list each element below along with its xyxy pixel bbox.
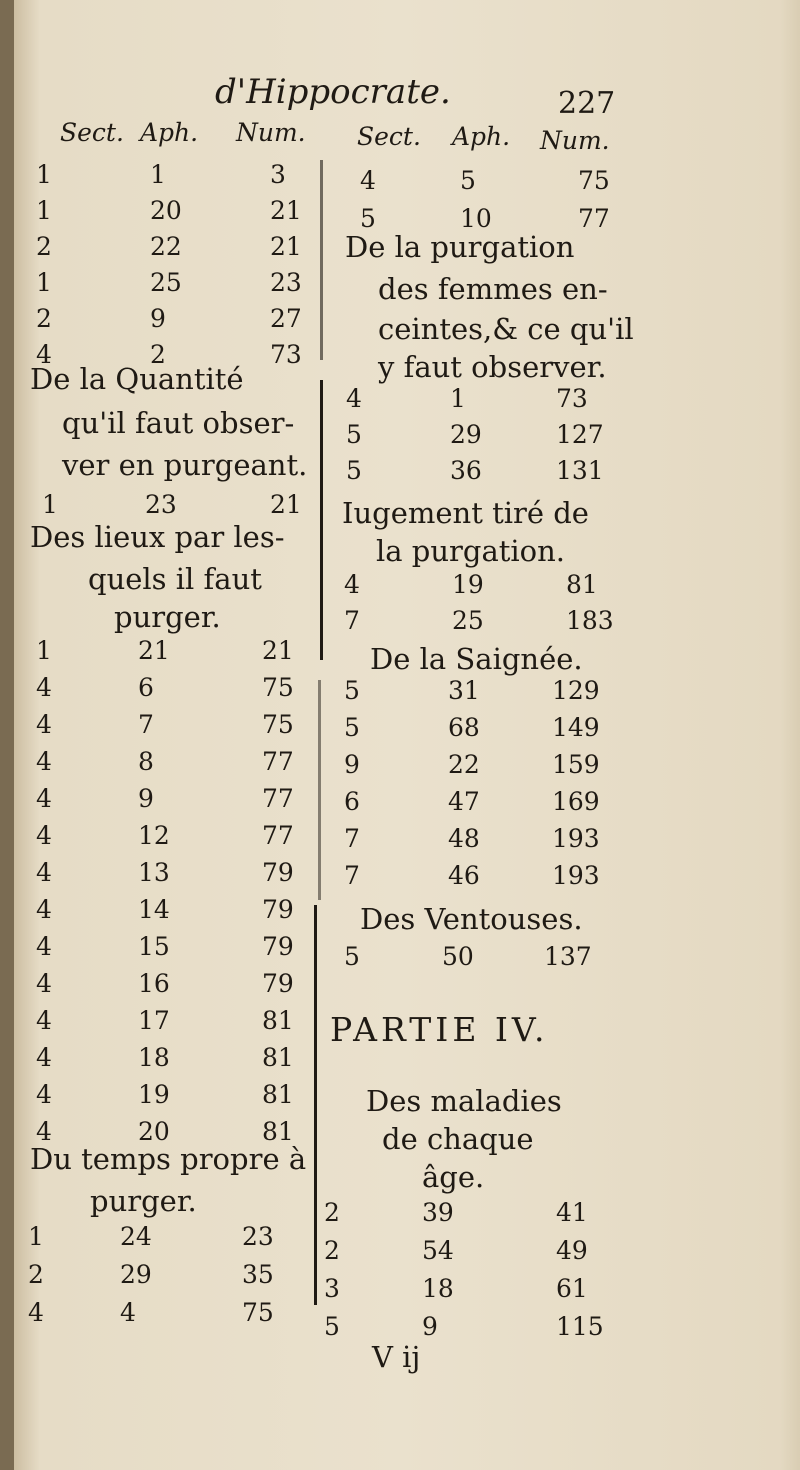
heading-temps-line1: Du temps propre à — [30, 1142, 307, 1176]
sect-cell: 4 — [36, 932, 52, 961]
sect-cell: 1 — [36, 160, 52, 189]
col-header-sect: Sect. — [60, 118, 124, 147]
sect-cell: 4 — [344, 570, 360, 599]
sect-cell: 4 — [36, 1006, 52, 1035]
running-header: d'Hippocrate. — [215, 72, 451, 112]
num-cell: 73 — [556, 384, 588, 413]
aph-cell: 14 — [138, 895, 170, 924]
num-cell: 115 — [556, 1312, 604, 1341]
aph-cell: 19 — [452, 570, 484, 599]
heading-saignee: De la Saignée. — [370, 642, 583, 676]
num-cell: 149 — [552, 713, 600, 742]
num-cell: 35 — [242, 1260, 274, 1289]
num-cell: 75 — [242, 1298, 274, 1327]
num-cell: 193 — [552, 861, 600, 890]
aph-cell: 36 — [450, 456, 482, 485]
aph-cell: 9 — [422, 1312, 438, 1341]
heading-lieux-line2: quels il faut — [88, 562, 262, 596]
aph-cell: 21 — [138, 636, 170, 665]
sect-cell: 7 — [344, 861, 360, 890]
partie-title: PARTIE IV. — [330, 1010, 549, 1049]
num-cell: 77 — [262, 747, 294, 776]
col-header-aph: Aph. — [140, 118, 199, 147]
aph-cell: 19 — [138, 1080, 170, 1109]
num-cell: 21 — [270, 490, 302, 519]
num-cell: 77 — [578, 204, 610, 233]
num-cell: 79 — [262, 969, 294, 998]
aph-cell: 48 — [448, 824, 480, 853]
num-cell: 41 — [556, 1198, 588, 1227]
sect-cell: 4 — [36, 673, 52, 702]
aph-cell: 25 — [452, 606, 484, 635]
sect-cell: 5 — [346, 420, 362, 449]
aph-cell: 15 — [138, 932, 170, 961]
book-spine — [0, 0, 14, 1470]
sect-cell: 3 — [324, 1274, 340, 1303]
heading-quantite-line2: qu'il faut obser- — [62, 406, 295, 440]
aph-cell: 24 — [120, 1222, 152, 1251]
sect-cell: 4 — [36, 1043, 52, 1072]
num-cell: 81 — [262, 1117, 294, 1146]
heading-femmes-line2: des femmes en- — [378, 272, 608, 306]
num-cell: 79 — [262, 932, 294, 961]
num-cell: 77 — [262, 821, 294, 850]
sect-cell: 4 — [36, 784, 52, 813]
aph-cell: 8 — [138, 747, 154, 776]
num-cell: 73 — [270, 340, 302, 369]
sect-cell: 2 — [324, 1236, 340, 1265]
sect-cell: 4 — [28, 1298, 44, 1327]
num-cell: 3 — [270, 160, 286, 189]
aph-cell: 18 — [138, 1043, 170, 1072]
sect-cell: 7 — [344, 824, 360, 853]
num-cell: 81 — [262, 1006, 294, 1035]
aph-cell: 12 — [138, 821, 170, 850]
num-cell: 23 — [242, 1222, 274, 1251]
num-cell: 81 — [262, 1080, 294, 1109]
heading-femmes-line3: ceintes,& ce qu'il — [378, 312, 634, 346]
num-cell: 77 — [262, 784, 294, 813]
sect-cell: 4 — [36, 858, 52, 887]
heading-temps-line2: purger. — [90, 1184, 197, 1218]
signature-mark: V ij — [372, 1340, 421, 1374]
sect-cell: 2 — [28, 1260, 44, 1289]
heading-lieux-line1: Des lieux par les- — [30, 520, 285, 554]
aph-cell: 5 — [460, 166, 476, 195]
heading-maladies-line1: Des maladies — [366, 1084, 562, 1118]
aph-cell: 54 — [422, 1236, 454, 1265]
aph-cell: 1 — [450, 384, 466, 413]
heading-jugement-line2: la purgation. — [376, 534, 566, 568]
sect-cell: 4 — [36, 1080, 52, 1109]
column-rule — [314, 905, 317, 1305]
num-cell: 79 — [262, 895, 294, 924]
col-header-num: Num. — [236, 118, 306, 147]
num-cell: 75 — [578, 166, 610, 195]
num-cell: 61 — [556, 1274, 588, 1303]
aph-cell: 1 — [150, 160, 166, 189]
aph-cell: 50 — [442, 942, 474, 971]
num-cell: 81 — [566, 570, 598, 599]
aph-cell: 39 — [422, 1198, 454, 1227]
sect-cell: 1 — [36, 196, 52, 225]
heading-maladies-line3: âge. — [422, 1160, 485, 1194]
aph-cell: 6 — [138, 673, 154, 702]
num-cell: 183 — [566, 606, 614, 635]
num-cell: 21 — [270, 196, 302, 225]
num-cell: 127 — [556, 420, 604, 449]
aph-cell: 25 — [150, 268, 182, 297]
sect-cell: 2 — [324, 1198, 340, 1227]
num-cell: 81 — [262, 1043, 294, 1072]
aph-cell: 2 — [150, 340, 166, 369]
sect-cell: 4 — [360, 166, 376, 195]
aph-cell: 13 — [138, 858, 170, 887]
page-number: 227 — [558, 86, 616, 121]
aph-cell: 10 — [460, 204, 492, 233]
aph-cell: 16 — [138, 969, 170, 998]
aph-cell: 22 — [150, 232, 182, 261]
heading-quantite-line1: De la Quantité — [30, 362, 244, 396]
sect-cell: 1 — [36, 636, 52, 665]
aph-cell: 17 — [138, 1006, 170, 1035]
sect-cell: 5 — [344, 713, 360, 742]
sect-cell: 5 — [346, 456, 362, 485]
heading-ventouses: Des Ventouses. — [360, 902, 583, 936]
num-cell: 79 — [262, 858, 294, 887]
aph-cell: 47 — [448, 787, 480, 816]
aph-cell: 9 — [138, 784, 154, 813]
sect-cell: 5 — [360, 204, 376, 233]
sect-cell: 6 — [344, 787, 360, 816]
sect-cell: 5 — [344, 676, 360, 705]
heading-femmes-line4: y faut observer. — [378, 350, 607, 384]
heading-quantite-line3: ver en purgeant. — [62, 448, 308, 482]
num-cell: 49 — [556, 1236, 588, 1265]
heading-maladies-line2: de chaque — [382, 1122, 534, 1156]
column-rule — [320, 160, 323, 360]
aph-cell: 4 — [120, 1298, 136, 1327]
aph-cell: 20 — [150, 196, 182, 225]
aph-cell: 22 — [448, 750, 480, 779]
num-cell: 23 — [270, 268, 302, 297]
num-cell: 75 — [262, 710, 294, 739]
sect-cell: 5 — [324, 1312, 340, 1341]
heading-femmes-line1: De la purgation — [345, 230, 575, 264]
sect-cell: 4 — [36, 969, 52, 998]
sect-cell: 4 — [36, 895, 52, 924]
sect-cell: 4 — [36, 340, 52, 369]
aph-cell: 31 — [448, 676, 480, 705]
aph-cell: 20 — [138, 1117, 170, 1146]
sect-cell: 1 — [28, 1222, 44, 1251]
num-cell: 129 — [552, 676, 600, 705]
sect-cell: 7 — [344, 606, 360, 635]
heading-jugement-line1: Iugement tiré de — [342, 496, 589, 530]
sect-cell: 5 — [344, 942, 360, 971]
col-header-num: Num. — [540, 126, 610, 155]
num-cell: 137 — [544, 942, 592, 971]
sect-cell: 9 — [344, 750, 360, 779]
num-cell: 75 — [262, 673, 294, 702]
num-cell: 27 — [270, 304, 302, 333]
sect-cell: 4 — [36, 821, 52, 850]
sect-cell: 2 — [36, 232, 52, 261]
sect-cell: 4 — [36, 710, 52, 739]
num-cell: 21 — [270, 232, 302, 261]
aph-cell: 68 — [448, 713, 480, 742]
sect-cell: 1 — [42, 490, 58, 519]
sect-cell: 4 — [36, 747, 52, 776]
aph-cell: 23 — [145, 490, 177, 519]
num-cell: 159 — [552, 750, 600, 779]
column-rule — [320, 380, 323, 660]
sect-cell: 4 — [36, 1117, 52, 1146]
aph-cell: 29 — [450, 420, 482, 449]
aph-cell: 46 — [448, 861, 480, 890]
sect-cell: 1 — [36, 268, 52, 297]
aph-cell: 29 — [120, 1260, 152, 1289]
aph-cell: 9 — [150, 304, 166, 333]
col-header-aph: Aph. — [452, 122, 511, 151]
sect-cell: 4 — [346, 384, 362, 413]
aph-cell: 18 — [422, 1274, 454, 1303]
num-cell: 21 — [262, 636, 294, 665]
aph-cell: 7 — [138, 710, 154, 739]
column-rule — [318, 680, 321, 900]
col-header-sect: Sect. — [357, 122, 421, 151]
sect-cell: 2 — [36, 304, 52, 333]
heading-lieux-line3: purger. — [114, 600, 221, 634]
num-cell: 169 — [552, 787, 600, 816]
num-cell: 193 — [552, 824, 600, 853]
num-cell: 131 — [556, 456, 604, 485]
